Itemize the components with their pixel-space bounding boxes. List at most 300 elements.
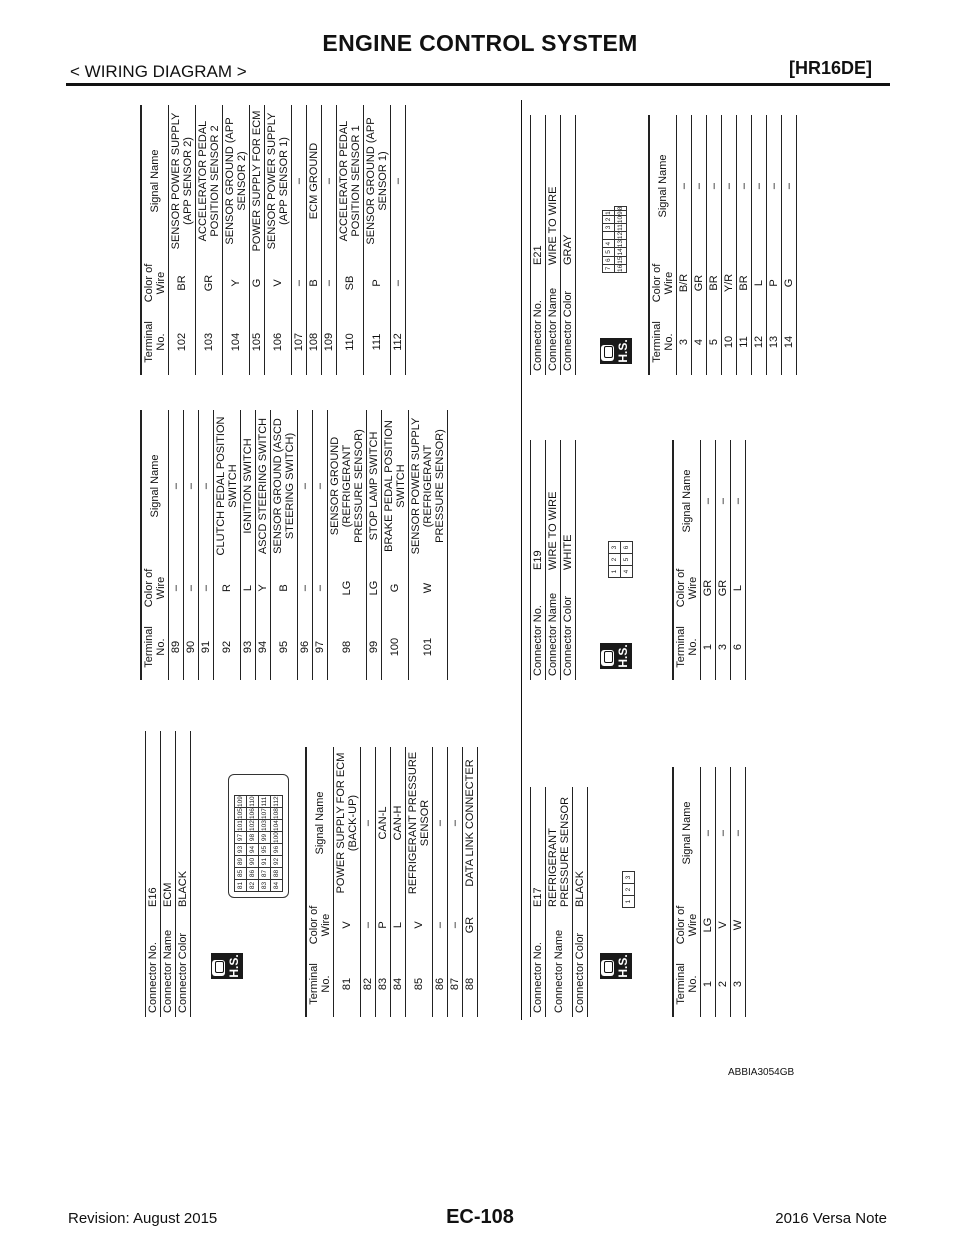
wire-color: BR [169,257,196,309]
connector-pin: 90 [247,856,259,868]
wire-color: V [406,899,433,951]
terminal-no: 6 [731,614,746,680]
hs-label: H.S. [616,954,630,978]
signal-name: – [767,115,782,257]
wire-color: L [731,562,746,614]
terminal-no: 1 [701,614,716,680]
terminal-no: 3 [716,614,731,680]
connector-pin: 1 [603,211,615,216]
e19-hs-badge [600,643,632,669]
connector-pin: 4 [603,240,615,248]
terminal-row [376,747,391,1017]
terminal-row [433,747,448,1017]
connector-pin: 81 [235,880,247,892]
th-wire: Color of Wire [649,257,677,309]
th-terminal: Terminal No. [141,309,169,375]
signal-name: – [322,105,337,257]
wire-color: – [298,562,313,614]
connector-pin: 103 [259,820,271,832]
e17-label-no: Connector No. [531,911,546,1017]
e21-label-no: Connector No. [531,269,546,375]
e21-name: WIRE TO WIRE [546,115,561,269]
connector-pin: 109 [235,796,247,808]
signal-name: – [731,440,746,562]
e17-info-table [530,787,588,1017]
signal-name: BRAKE PEDAL POSITION SWITCH [382,410,409,562]
terminal-row [731,767,746,1017]
signal-name: SENSOR GROUND (APP SENSOR 1) [364,105,391,257]
wire-color: P [364,257,391,309]
terminal-no: 84 [391,951,406,1017]
signal-name: – [298,410,313,562]
terminal-row [406,747,433,1017]
e21-label-name: Connector Name [546,269,561,375]
connector-pin: 110 [247,796,259,808]
wire-color: W [409,562,448,614]
signal-name: – [448,747,463,899]
signal-name: – [737,115,752,257]
terminal-row [767,115,782,375]
connector-pin: 1 [623,896,635,908]
e19-label-name: Connector Name [546,574,561,680]
wire-color: GR [701,562,716,614]
connector-pin: 104 [271,820,283,832]
connector-pin: 3 [623,872,635,884]
signal-name: CAN-L [376,747,391,899]
terminal-row [313,410,328,680]
e21-connector-face [598,155,638,275]
terminal-row [752,115,767,375]
terminal-row [256,410,271,680]
terminal-row [334,747,361,1017]
signal-name: – [716,440,731,562]
terminal-row [692,115,707,375]
signal-name: – [433,747,448,899]
e21-info-table [530,115,576,375]
e19-info-table [530,440,576,680]
connector-pin: 3 [609,542,621,554]
wire-color: V [716,899,731,951]
wire-color: W [731,899,746,951]
th-terminal: Terminal No. [306,951,334,1017]
connector-pin: 89 [235,856,247,868]
terminal-row [382,410,409,680]
signal-name: CAN-H [391,747,406,899]
signal-name: – [731,767,746,899]
signal-name: SENSOR POWER SUPPLY (APP SENSOR 2) [169,105,196,257]
terminal-no: 86 [433,951,448,1017]
connector-pin: 11 [615,224,627,232]
connector-pin: 84 [271,880,283,892]
connector-pin: 101 [235,820,247,832]
terminal-row [328,410,367,680]
harness-side-icon [212,960,225,976]
wire-color: BR [707,257,722,309]
connector-pin: 8 [615,206,627,211]
terminal-no: 10 [722,309,737,375]
wire-color: B [271,562,298,614]
terminal-row [391,105,406,375]
terminal-no: 107 [292,309,307,375]
connector-pin: 13 [615,240,627,248]
terminal-row [716,767,731,1017]
figure-code: ABBIA3054GB [728,1067,795,1078]
e21-label-color: Connector Color [561,269,576,375]
wire-color: – [361,899,376,951]
connector-pin: 3 [603,224,615,232]
wire-color: Y [223,257,250,309]
terminal-row [169,105,196,375]
connector-pin: 111 [259,796,271,808]
e16-face-grid [234,795,283,892]
e17-connector-face [600,850,660,910]
e17-color: BLACK [573,787,588,911]
wire-color: Y/R [722,257,737,309]
wire-color: SB [337,257,364,309]
connector-pin: 100 [271,832,283,844]
connector-pin: 10 [615,215,627,223]
terminal-no: 87 [448,951,463,1017]
th-signal: Signal Name [141,105,169,257]
wire-color: LG [701,899,716,951]
signal-name: – [707,115,722,257]
page-title: ENGINE CONTROL SYSTEM [322,30,638,56]
terminal-row [731,440,746,680]
terminal-no: 91 [199,614,214,680]
connector-pin: 102 [247,820,259,832]
terminal-row [199,410,214,680]
terminal-row [265,105,292,375]
terminal-row [701,440,716,680]
hs-label: H.S. [227,954,241,978]
signal-name: – [716,767,731,899]
wire-color: – [199,562,214,614]
terminal-row [701,767,716,1017]
terminal-row [307,105,322,375]
connector-pin: 6 [621,542,633,554]
connector-pin: 9 [615,211,627,216]
terminal-row [716,440,731,680]
connector-pin: 91 [259,856,271,868]
connector-pin: 99 [259,832,271,844]
terminal-no: 13 [767,309,782,375]
terminal-no: 85 [406,951,433,1017]
signal-name: SENSOR GROUND (ASCD STEERING SWITCH) [271,410,298,562]
wire-color: LG [328,562,367,614]
signal-name: – [722,115,737,257]
wire-color: – [292,257,307,309]
terminal-row [241,410,256,680]
e21-hs-badge [600,338,632,364]
terminal-no: 97 [313,614,328,680]
e21-no: E21 [531,115,546,269]
connector-pin: 2 [609,554,621,566]
harness-side-icon [601,960,614,976]
terminal-no: 88 [463,951,478,1017]
e19-no: E19 [531,440,546,574]
signal-name: ECM GROUND [307,105,322,257]
th-wire: Color of Wire [141,562,169,614]
wire-color: R [214,562,241,614]
terminal-row [337,105,364,375]
signal-name: – [313,410,328,562]
header-rule [66,83,890,86]
terminal-no: 92 [214,614,241,680]
signal-name: – [701,767,716,899]
e16-label-color: Connector Color [176,911,191,1017]
wire-color: G [382,562,409,614]
connector-pin: 86 [247,868,259,880]
wire-color: – [433,899,448,951]
wire-color: GR [196,257,223,309]
wire-color: L [391,899,406,951]
e19-terminal-table [672,440,746,680]
terminal-no: 111 [364,309,391,375]
connector-pin: 14 [615,248,627,256]
hs-label: H.S. [616,644,630,668]
signal-name: IGNITION SWITCH [241,410,256,562]
e17-face-grid [622,871,635,908]
th-signal: Signal Name [673,767,701,899]
e19-name: WIRE TO WIRE [546,440,561,574]
th-terminal: Terminal No. [141,614,169,680]
terminal-row [463,747,478,1017]
terminal-row [322,105,337,375]
terminal-no: 102 [169,309,196,375]
connector-pin: 94 [247,844,259,856]
th-terminal: Terminal No. [673,614,701,680]
signal-name: – [184,410,199,562]
signal-name: – [752,115,767,257]
wire-color: – [391,257,406,309]
terminal-row [250,105,265,375]
wire-color: – [169,562,184,614]
terminal-no: 4 [692,309,707,375]
e21-terminal-table [648,115,797,375]
terminal-row [298,410,313,680]
terminal-no: 108 [307,309,322,375]
terminal-no: 3 [731,951,746,1017]
terminal-row [722,115,737,375]
e17-label-name: Connector Name [546,911,573,1017]
terminal-row [782,115,797,375]
e16-terminal-table-b [140,410,448,680]
connector-pin: 12 [615,231,627,239]
connector-pin: 4 [621,566,633,578]
vehicle-model: 2016 Versa Note [775,1210,887,1227]
wire-color: GR [463,899,478,951]
signal-name: – [361,747,376,899]
terminal-no: 1 [701,951,716,1017]
connector-pin: 15 [615,256,627,264]
connector-pin: 82 [247,880,259,892]
signal-name: – [692,115,707,257]
connector-pin: 92 [271,856,283,868]
revision-date: Revision: August 2015 [68,1210,218,1227]
e17-label-color: Connector Color [573,911,588,1017]
signal-name: SENSOR GROUND (REFRIGERANT PRESSURE SENSOR) [328,410,367,562]
signal-name: – [292,105,307,257]
terminal-no: 81 [334,951,361,1017]
th-wire: Color of Wire [306,899,334,951]
terminal-row [677,115,692,375]
signal-name: ACCELERATOR PEDAL POSITION SENSOR 1 [337,105,364,257]
connector-pin: 85 [235,868,247,880]
terminal-no: 96 [298,614,313,680]
e16-name: ECM [161,731,176,911]
connector-pin: 6 [603,256,615,264]
terminal-no: 11 [737,309,752,375]
e19-connector-face [602,530,652,580]
e19-face-grid [608,541,633,578]
e16-color: BLACK [176,731,191,911]
connector-pin: 87 [259,868,271,880]
e16-terminal-table-c [140,105,406,375]
wire-color: V [334,899,361,951]
terminal-no: 90 [184,614,199,680]
terminal-row [271,410,298,680]
connector-pin: 2 [623,884,635,896]
signal-name: ASCD STEERING SWITCH [256,410,271,562]
terminal-no: 104 [223,309,250,375]
wire-color: GR [692,257,707,309]
terminal-no: 83 [376,951,391,1017]
signal-name: CLUTCH PEDAL POSITION SWITCH [214,410,241,562]
terminal-row [292,105,307,375]
connector-pin: 88 [271,868,283,880]
e16-label-no: Connector No. [146,911,161,1017]
terminal-no: 105 [250,309,265,375]
terminal-no: 5 [707,309,722,375]
e19-color: WHITE [561,440,576,574]
e17-name: REFRIGERANT PRESSURE SENSOR [546,787,573,911]
terminal-row [707,115,722,375]
connector-pin: 93 [235,844,247,856]
connector-pin [603,231,615,239]
signal-name: – [199,410,214,562]
e17-terminal-table [672,767,746,1017]
th-terminal: Terminal No. [673,951,701,1017]
connector-pin: 5 [621,554,633,566]
th-signal: Signal Name [306,747,334,899]
e21-color: GRAY [561,115,576,269]
e17-hs-badge [600,953,632,979]
connector-pin: 5 [603,248,615,256]
wire-color: L [241,562,256,614]
terminal-row [737,115,752,375]
connector-pin: 98 [247,832,259,844]
terminal-row [364,105,391,375]
terminal-row [361,747,376,1017]
terminal-row [367,410,382,680]
signal-name: STOP LAMP SWITCH [367,410,382,562]
connector-pin: 7 [603,264,615,272]
signal-name: POWER SUPPLY FOR ECM (BACK-UP) [334,747,361,899]
terminal-no: 110 [337,309,364,375]
wire-color: – [322,257,337,309]
signal-name: – [677,115,692,257]
signal-name: – [701,440,716,562]
connector-pin: 108 [271,808,283,820]
terminal-no: 109 [322,309,337,375]
wire-color: B/R [677,257,692,309]
wire-color: – [184,562,199,614]
wire-color: Y [256,562,271,614]
th-signal: Signal Name [649,115,677,257]
terminal-no: 99 [367,614,382,680]
th-signal: Signal Name [141,410,169,562]
connector-pin: 107 [259,808,271,820]
terminal-no: 93 [241,614,256,680]
signal-name: – [782,115,797,257]
wire-color: P [376,899,391,951]
th-wire: Color of Wire [673,562,701,614]
harness-side-icon [601,345,614,361]
connector-pin: 83 [259,880,271,892]
terminal-no: 14 [782,309,797,375]
e16-hs-badge [211,953,243,979]
terminal-no: 112 [391,309,406,375]
signal-name: SENSOR GROUND (APP SENSOR 2) [223,105,250,257]
terminal-row [184,410,199,680]
wire-color: – [313,562,328,614]
terminal-row [391,747,406,1017]
terminal-no: 101 [409,614,448,680]
terminal-no: 3 [677,309,692,375]
wire-color: P [767,257,782,309]
connector-pin: 97 [235,832,247,844]
signal-name: – [391,105,406,257]
e16-label-name: Connector Name [161,911,176,1017]
terminal-row [214,410,241,680]
wire-color: GR [716,562,731,614]
signal-name: REFRIGERANT PRESSURE SENSOR [406,747,433,899]
connector-pin: 1 [609,566,621,578]
th-terminal: Terminal No. [649,309,677,375]
wire-color: G [250,257,265,309]
signal-name: POWER SUPPLY FOR ECM [250,105,265,257]
signal-name: DATA LINK CONNECTER [463,747,478,899]
wire-color: – [448,899,463,951]
terminal-no: 95 [271,614,298,680]
th-signal: Signal Name [673,440,701,562]
terminal-no: 89 [169,614,184,680]
e16-terminal-table-a [305,747,478,1017]
connector-pin: 16 [615,264,627,272]
connector-pin: 106 [247,808,259,820]
wire-color: BR [737,257,752,309]
wire-color: L [752,257,767,309]
terminal-row [409,410,448,680]
section-label: < WIRING DIAGRAM > [70,62,247,81]
engine-model: [HR16DE] [788,58,872,78]
e16-info-table [145,731,191,1017]
terminal-no: 100 [382,614,409,680]
e19-label-no: Connector No. [531,574,546,680]
terminal-no: 106 [265,309,292,375]
page-number: EC-108 [446,1206,514,1228]
terminal-no: 94 [256,614,271,680]
connector-pin: 105 [235,808,247,820]
wire-color: LG [367,562,382,614]
terminal-row [223,105,250,375]
signal-name: SENSOR POWER SUPPLY (REFRIGERANT PRESSURE SENSOR) [409,410,448,562]
terminal-row [169,410,184,680]
th-wire: Color of Wire [673,899,701,951]
terminal-row [196,105,223,375]
e16-no: E16 [146,731,161,911]
e21-face-grid [602,206,627,273]
